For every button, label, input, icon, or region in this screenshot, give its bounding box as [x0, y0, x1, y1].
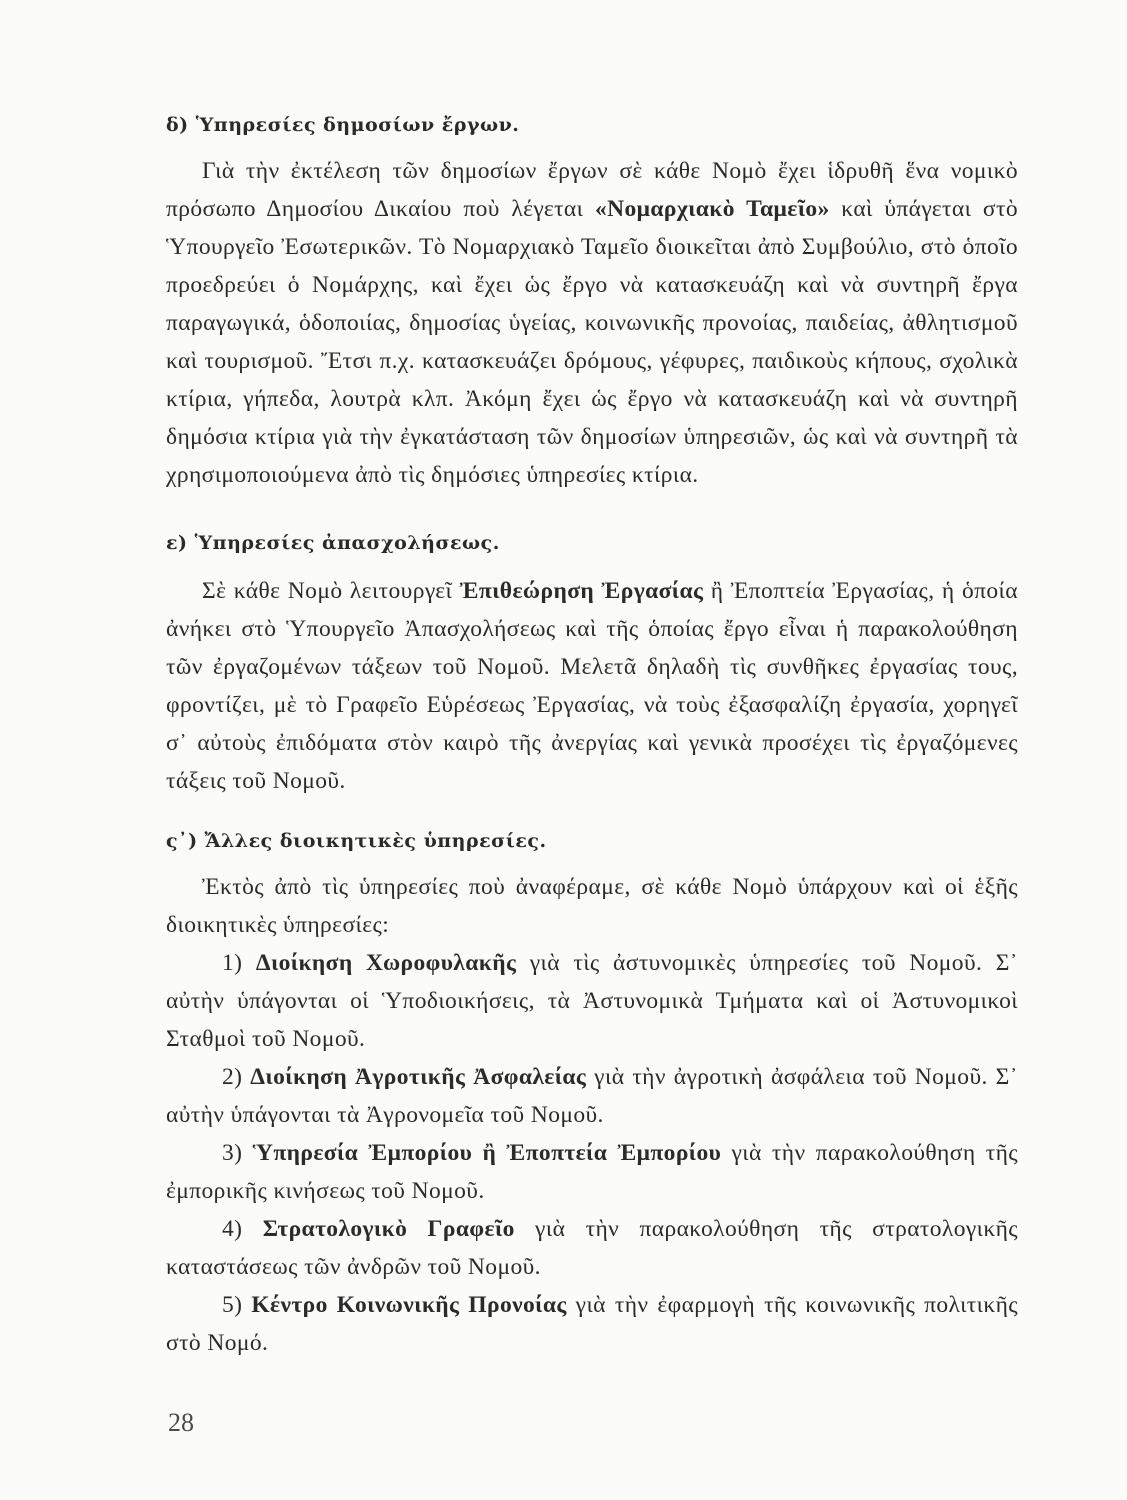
bold-term: Στρατολογικὸ Γραφεῖο	[262, 1216, 515, 1242]
paragraph-text: Γιὰ τὴν ἐκτέλεση τῶν δημοσίων ἔργων σὲ κάθε Νομὸ ἔχει ἱδρυθῆ ἕνα νομικὸ πρόσωπο Δημοσίου Δικαίου ποὺ λέγεται	[166, 158, 1018, 222]
item-text: γιὰ τὴν παρακολούθηση τῆς ἐμπορικῆς κινήσεως τοῦ Νομοῦ.	[166, 1140, 1018, 1204]
paragraph: Ἐκτὸς ἀπὸ τὶς ὑπηρεσίες ποὺ ἀναφέραμε, σὲ κάθε Νομὸ ὑπάρχουν καὶ οἱ ἑξῆς διοικητικὲς ὑπηρεσίες:	[166, 874, 1018, 938]
bold-term: Ἐπιθεώρηση Ἐργασίας	[459, 578, 704, 604]
paragraph	[166, 152, 1018, 494]
item-text: γιὰ τὶς ἀστυνομικὲς ὑπηρεσίες τοῦ Νομοῦ. Σ᾽ αὐτὴν ὑπάγονται οἱ Ὑποδιοικήσεις, τὰ Ἀστυνομικὰ Τμήματα καὶ οἱ Ἀστυνομικοὶ Σταθμοὶ τοῦ Νομοῦ.	[166, 950, 1019, 1052]
item-number: 5)	[222, 1292, 252, 1318]
bold-term: Διοίκηση Ἀγροτικῆς Ἀσφαλείας	[250, 1064, 587, 1090]
item-number: 2)	[222, 1064, 251, 1090]
item-number: 1)	[222, 950, 256, 976]
bold-term: «Νομαρχιακὸ Ταμεῖο»	[594, 196, 830, 222]
bold-term: Κέντρο Κοινωνικῆς Προνοίας	[251, 1292, 567, 1318]
list-item	[166, 944, 1018, 1058]
item-text: γιὰ τὴν παρακολούθηση τῆς στρατολογικῆς καταστάσεως τῶν ἀνδρῶν τοῦ Νομοῦ.	[166, 1216, 1018, 1280]
page-content	[166, 112, 1018, 1362]
list-item	[166, 1210, 1018, 1286]
list-item	[166, 1058, 1018, 1134]
item-text: γιὰ τὴν ἐφαρμογὴ τῆς κοινωνικῆς πολιτικῆς στὸ Νομό.	[166, 1292, 1018, 1356]
paragraph-text: καὶ ὑπάγεται στὸ Ὑπουργεῖο Ἐσωτερικῶν. Τὸ Νομαρχιακὸ Ταμεῖο διοικεῖται ἀπὸ Συμβούλιο, στὸ ὁποῖο προεδρεύει ὁ Νομάρχης, καὶ ἔχει ὡς ἔργο νὰ κατασκευάζη καὶ νὰ συντηρῆ ἔργα παραγωγικά, ὁδοποιίας, δημοσίας ὑγείας, κοινωνικῆς προνοίας, παιδείας, ἀθλητισμοῦ καὶ τουρισμοῦ. Ἔτσι π.χ. κατασκευάζει δρόμους, γέφυρες, παιδικοὺς κήπους, σχολικὰ κτίρια, γήπεδα, λουτρὰ κλπ. Ἀκόμη ἔχει ὡς ἔργο νὰ κατασκευάζη καὶ νὰ συντηρῆ δημόσια κτίρια γιὰ τὴν ἐγκατάσταση τῶν δημοσίων ὑπηρεσιῶν, ὡς καὶ νὰ συντηρῆ τὰ χρησιμοποιούμενα ἀπὸ τὶς δημόσιες ὑπηρεσίες κτίρια.	[166, 196, 1018, 488]
section-heading: δ) Ὑπηρεσίες δημοσίων ἔργων.	[166, 114, 520, 136]
item-number: 4)	[222, 1216, 263, 1242]
section-public-works	[166, 112, 1018, 494]
bold-term: Ὑπηρεσία Ἐμπορίου ἢ Ἐποπτεία Ἐμπορίου	[252, 1140, 722, 1166]
paragraph-text: ἢ Ἐποπτεία Ἐργασίας, ἡ ὁποία ἀνήκει στὸ Ὑπουργεῖο Ἀπασχολήσεως καὶ τῆς ὁποίας ἔργο εἶναι ἡ παρακολούθηση τῶν ἐργαζομένων τάξεων τοῦ Νομοῦ. Μελετᾶ δηλαδὴ τὶς συνθῆκες ἐργασίας τους, φροντίζει, μὲ τὸ Γραφεῖο Εὑρέσεως Ἐργασίας, νὰ τοὺς ἐξασφαλίζη ἐργασία, χορηγεῖ σ᾽ αὐτοὺς ἐπιδόματα στὸν καιρὸ τῆς ἀνεργίας καὶ γενικὰ προσέχει τὶς ἐργαζόμενες τάξεις τοῦ Νομοῦ.	[166, 578, 1018, 794]
bold-term: Διοίκηση Χωροφυλακῆς	[255, 950, 517, 976]
page-number: 28	[168, 1408, 194, 1437]
section-other-services	[166, 828, 1018, 1362]
item-text: γιὰ τὴν ἀγροτικὴ ἀσφάλεια τοῦ Νομοῦ. Σ᾽ αὐτὴν ὑπάγονται τὰ Ἀγρονομεῖα τοῦ Νομοῦ.	[166, 1064, 1018, 1128]
list-item	[166, 1286, 1018, 1362]
list-item	[166, 1134, 1018, 1210]
item-number: 3)	[222, 1140, 253, 1166]
paragraph	[166, 572, 1018, 800]
section-employment	[166, 530, 1018, 800]
section-heading: ς᾽) Ἄλλες διοικητικὲς ὑπηρεσίες.	[166, 830, 547, 852]
section-heading: ε) Ὑπηρεσίες ἀπασχολήσεως.	[166, 532, 500, 554]
paragraph-text: Σὲ κάθε Νομὸ λειτουργεῖ	[202, 578, 460, 604]
